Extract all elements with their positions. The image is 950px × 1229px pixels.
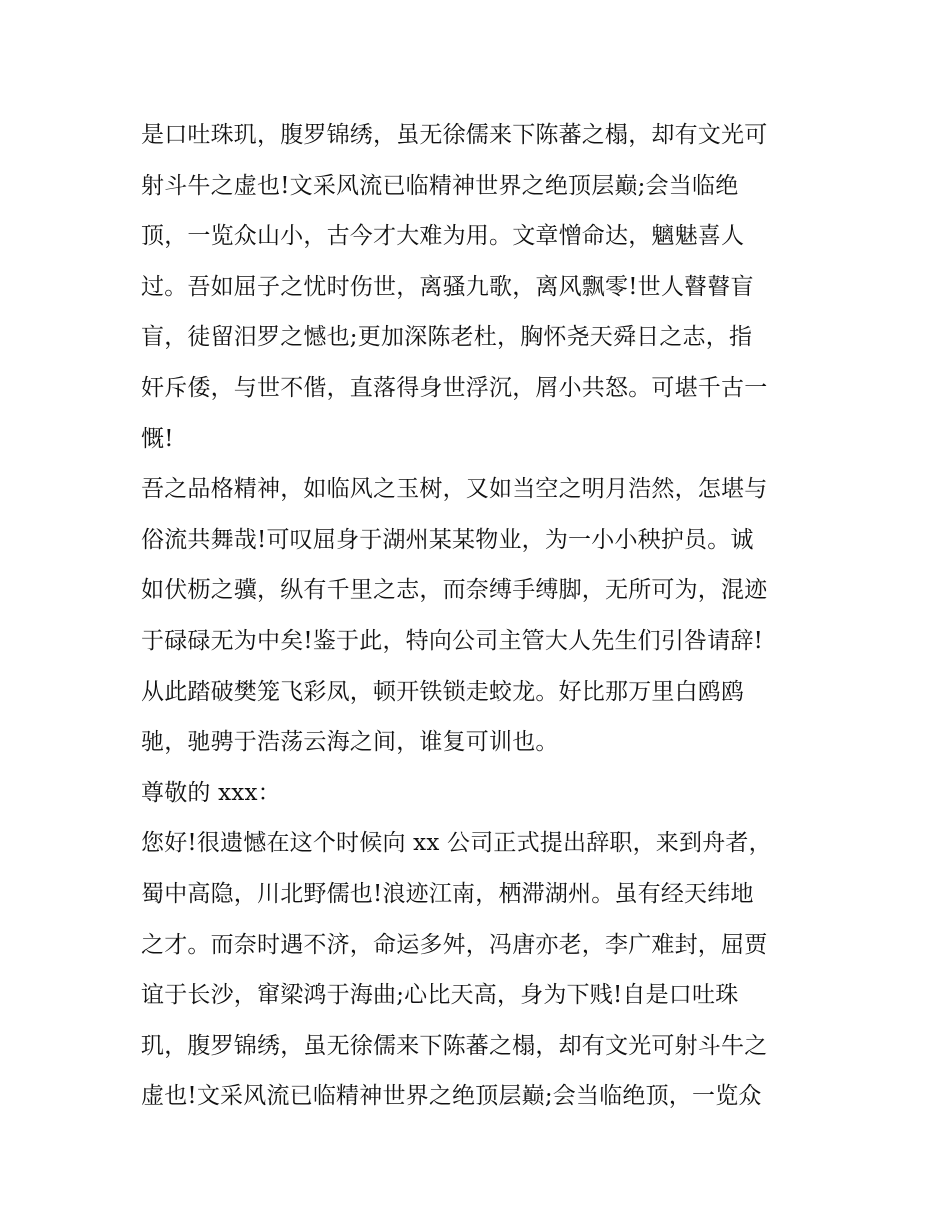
text-line: 奸斥倭，与世不偕，直落得身世浮沉，屑小共怒。可堪千古一 <box>141 374 768 401</box>
text-line: 慨! <box>141 425 174 452</box>
text-line: 过。吾如屈子之忧时伤世，离骚九歌，离风飘零!世人瞽瞽盲 <box>141 273 754 300</box>
text-line: 如伏枥之骥，纵有千里之志，而奈缚手缚脚，无所可为，混迹 <box>141 577 768 604</box>
text-line: 俗流共舞哉!可叹屈身于湖州某某物业，为一小小秧护员。诚 <box>141 526 754 553</box>
text-line: 于碌碌无为中矣!鉴于此，特向公司主管大人先生们引咎请辞! <box>141 627 764 654</box>
document-body <box>141 110 831 1122</box>
text-line: 之才。而奈时遇不济，命运多舛，冯唐亦老，李广难封，屈贾 <box>141 931 768 958</box>
text-line: 射斗牛之虚也!文采风流已临精神世界之绝顶层巅;会当临绝 <box>141 172 739 199</box>
text-line: 您好!很遗憾在这个时候向 xx 公司正式提出辞职，来到舟者， <box>141 830 772 857</box>
text-line: 盲，徒留汨罗之憾也;更加深陈老杜，胸怀尧天舜日之志，指 <box>141 324 753 351</box>
text-line: 谊于长沙，窜梁鸿于海曲;心比天高，身为下贱!自是口吐珠 <box>141 982 739 1009</box>
text-line: 从此踏破樊笼飞彩凤，顿开铁锁走蛟龙。好比那万里白鸥鸥 <box>141 678 745 705</box>
text-line: 蜀中高隐，川北野儒也!浪迹江南，栖滞湖州。虽有经天纬地 <box>141 880 754 907</box>
text-line: 顶，一览众山小，古今才大难为用。文章憎命达，魑魅喜人 <box>141 223 745 250</box>
text-line: 吾之品格精神，如临风之玉树，又如当空之明月浩然，怎堪与 <box>141 476 768 503</box>
text-line: 是口吐珠玑，腹罗锦绣，虽无徐儒来下陈蕃之榻，却有文光可 <box>141 122 768 148</box>
text-line: 玑，腹罗锦绣，虽无徐儒来下陈蕃之榻，却有文光可射斗牛之 <box>141 1032 768 1059</box>
salutation-line: 尊敬的 xxx： <box>141 779 281 806</box>
text-line: 驰，驰骋于浩荡云海之间，谁复可训也。 <box>141 729 559 756</box>
text-line: 虚也!文采风流已临精神世界之绝顶层巅;会当临绝顶，一览众 <box>141 1083 762 1110</box>
